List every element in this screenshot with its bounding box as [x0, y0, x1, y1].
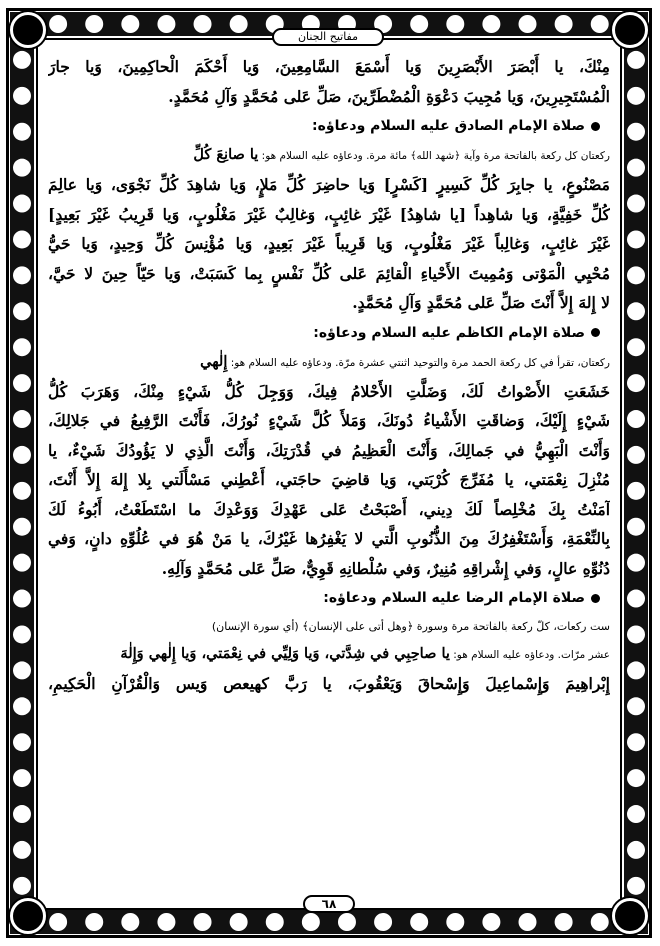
text-line: وَأَنْتَ الْبَهِيُّ في جَمالِكَ، وَأَنْتَ الْعَظِيمُ في قُدْرَتِكَ، وَأَنْتَ الَّذِي لا يَؤُودُكَ شَيْءٌ، يا — [48, 440, 610, 460]
text-line: آمَنْتُ بِكَ مُخْلِصاً لَكَ دِيني، أَصْبَحْتُ عَلى عَهْدِكَ وَوَعْدِكَ ما اسْتَطَعْتُ، أَبُوءُ لَكَ — [48, 499, 610, 519]
page-content — [48, 52, 610, 699]
corner-ornament-bottom-left — [10, 898, 46, 934]
section-heading-sadiq: صلاة الإمام الصادق عليه السلام ودعاؤه: — [48, 111, 610, 141]
text-line: مُنْزِلَ نِعْمَتي، يا مُفَرِّجَ كُرْبَتي، وَيا قاضِيَ حاجَتي، أَعْطِني مَسْأَلَتي بِلا إِلهَ إِلاَّ أَنْتَ، — [48, 470, 610, 489]
text-line: مُحْيِي الْمَوْتى وَمُمِيتَ الأَحْياءِ الْقائِمَ عَلى كُلِّ نَفْسٍ بِما كَسَبَتْ، وَيا حَيّاً حِينَ لا حَيَّ، — [48, 263, 610, 283]
prayer-instructions: عشر مرّات. ودعاؤه عليه السلام هو: يا صاحِبِي في شِدَّتي، وَيا وَلِيِّي في نِعْمَتي، وَيا إِلٰهي وَإِلٰهَ — [120, 645, 610, 662]
text-line: خَشَعَتِ الأَصْواتُ لَكَ، وَضَلَّتِ الأَحْلامُ فِيكَ، وَوَجِلَ كُلُّ شَيْءٍ مِنْكَ، وَهَرَبَ كُلُّ — [48, 381, 610, 401]
corner-ornament-bottom-right — [612, 898, 648, 934]
prayer-instructions: ست ركعات، كلّ ركعة بالفاتحة مرة وسورة ﴿وهل أتى على الإنسان﴾ (أي سورة الإنسان) — [211, 620, 610, 633]
bullet-icon — [591, 594, 600, 603]
bullet-icon — [591, 122, 600, 131]
text-line: مِنْكَ، يا أَبْصَرَ الأَبْصَرِينَ وَيا أَسْمَعَ السَّامِعِينَ، وَيا أَحْكَمَ الْحاكِمِينَ، وَيا جارَ — [48, 57, 610, 76]
text-line: غَيْرَ غائِبٍ، وَغالِباً غَيْرَ مَغْلُوبٍ، وَيا قَرِيباً غَيْرَ بَعِيدٍ، وَيا مُؤْنِسَ كُلِّ وَحِيدٍ، وَيا حَيُّ — [48, 234, 610, 253]
page-number: ٦٨ — [303, 895, 355, 913]
section-heading-rida: صلاة الإمام الرضا عليه السلام ودعاؤه: — [48, 583, 610, 613]
text-line: بِالنِّعْمَةِ، وَأَسْتَغْفِرُكَ مِنَ الذُّنُوبِ الَّتي لا يَغْفِرُها غَيْرُكَ، يا مَنْ هُوَ في عُلُوِّهِ دانٍ، وَفي — [48, 529, 610, 548]
corner-ornament-top-right — [612, 12, 648, 48]
prayer-instructions: ركعتان كل ركعة بالفاتحة مرة وآية ﴿شهد الله﴾ مائة مرة. ودعاؤه عليه السلام هو: يا صانِعَ كُلِّ — [193, 146, 610, 163]
corner-ornament-top-left — [10, 12, 46, 48]
section-heading-kazim: صلاة الإمام الكاظم عليه السلام ودعاؤه: — [48, 318, 610, 348]
text-line: مَصْنُوعٍ، يا جابِرَ كُلِّ كَسِيرٍ [كَسْرٍ] وَيا حاضِرَ كُلِّ مَلإٍ، وَيا شاهِدَ كُلِّ نَجْوَى، وَيا عالِمَ — [48, 175, 610, 194]
text-line: دُنُوِّهِ عالٍ، وَفي إِشْراقِهِ مُنِيرٌ، وَفي سُلْطانِهِ قَوِيٌّ، صَلِّ عَلى مُحَمَّدٍ وَآلِهِ. — [161, 558, 610, 578]
prayer-instructions: ركعتان، تقرأ في كل ركعة الحمد مرة والتوحيد اثنتي عشرة مرّة. ودعاؤه عليه السلام هو: إِلٰهي — [200, 352, 610, 370]
text-line: شَيْءٍ إِلَيْكَ، وَضاقَتِ الأَشْياءُ دُونَكَ، وَمَلأَ كُلَّ شَيْءٍ نُورُكَ، فَأَنْتَ الرَّفِيعُ في جَلالِكَ، — [48, 411, 610, 430]
bullet-icon — [591, 328, 600, 337]
text-line: لا إِلهَ إِلاَّ أَنْتَ صَلِّ عَلى مُحَمَّدٍ وَآلِ مُحَمَّدٍ. — [352, 293, 610, 312]
text-line: إِبْراهِيمَ وَإِسْماعِيلَ وَإِسْحاقَ وَيَعْقُوبَ، يا رَبَّ كهيعص وَيس وَالْقُرْآنِ الْحَكِيمِ، — [48, 674, 610, 693]
text-line: الْمُسْتَجِيرِينَ، وَيا مُجِيبَ دَعْوَةِ الْمُضْطَرِّينَ، صَلِّ عَلى مُحَمَّدٍ وَآلِ مُحَمَّدٍ. — [168, 86, 610, 106]
text-line: كُلِّ خَفِيَّةٍ، وَيا شاهِداً [يا شاهِدُ] غَيْرَ غائِبٍ، وَغالِبٌ غَيْرَ مَغْلُوبٍ، وَيا قَرِيبُ غَيْرَ بَعِيدٍ] — [48, 204, 610, 224]
running-header: مفاتيح الجنان — [272, 28, 384, 46]
